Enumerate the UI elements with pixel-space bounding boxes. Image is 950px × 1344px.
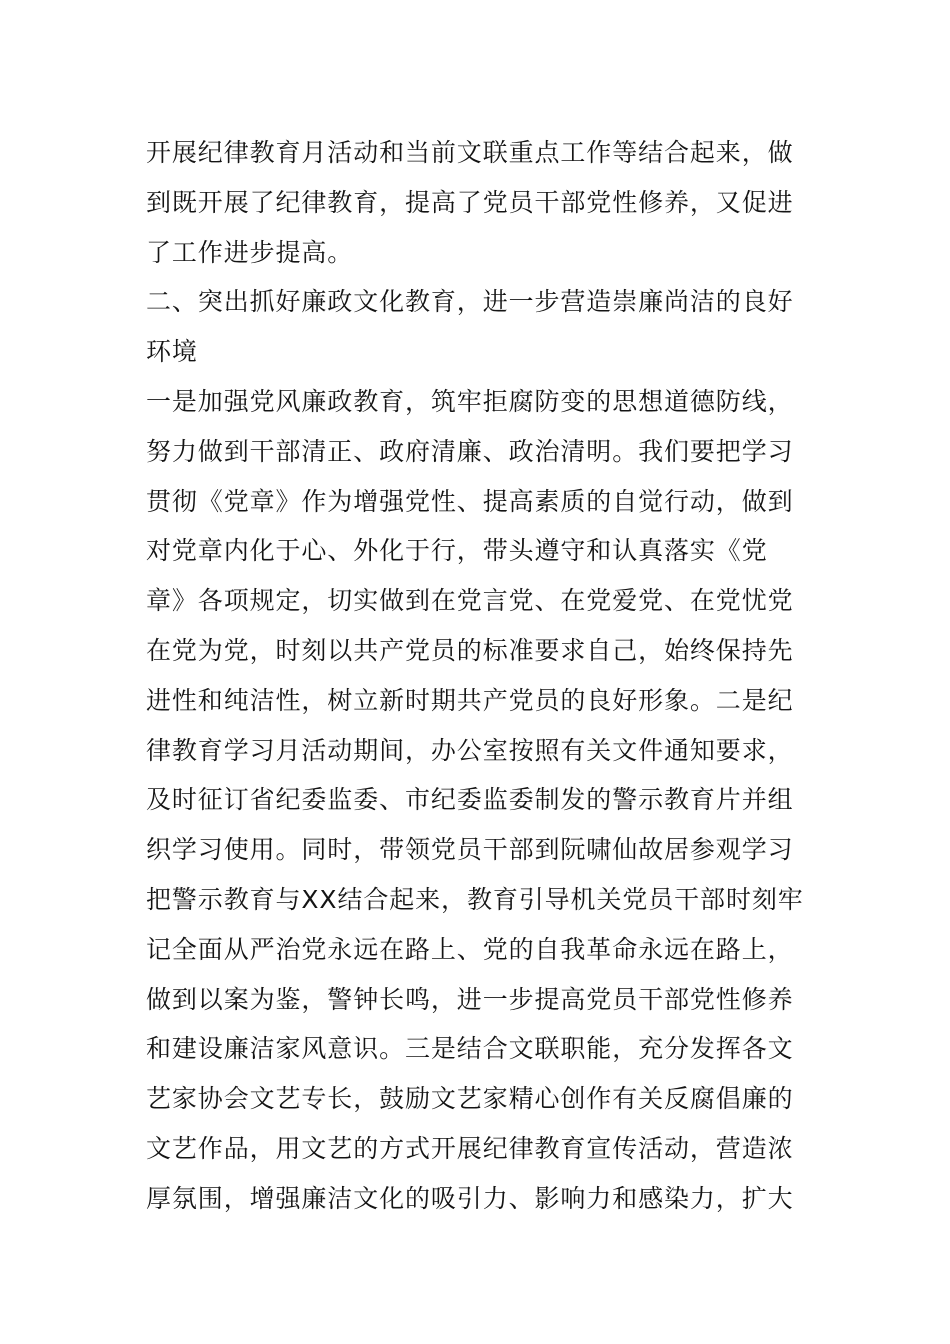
text-line: 织学习使用。同时，带领党员干部到阮啸仙故居参观学习 (146, 835, 794, 865)
document-body (146, 128, 806, 1224)
text-line: 了工作进步提高。 (146, 237, 354, 267)
text-line: 文艺作品，用文艺的方式开展纪律教育宣传活动，营造浓 (146, 1133, 794, 1163)
text-line: 律教育学习月活动期间，办公室按照有关文件通知要求， (146, 735, 794, 765)
text-line: 和建设廉洁家风意识。三是结合文联职能，充分发挥各文 (146, 1034, 794, 1064)
section-heading-line: 二、突出抓好廉政文化教育，进一步营造崇廉尚洁的良好 (146, 287, 794, 317)
section-heading-line: 环境 (146, 337, 198, 367)
text-line: 厚氛围，增强廉洁文化的吸引力、影响力和感染力，扩大 (146, 1183, 794, 1213)
text-line: 艺家协会文艺专长，鼓励文艺家精心创作有关反腐倡廉的 (146, 1084, 794, 1114)
text-line: 进性和纯洁性，树立新时期共产党员的良好形象。二是纪 (146, 685, 794, 715)
text-line: 对党章内化于心、外化于行，带头遵守和认真落实《党 (146, 536, 768, 566)
text-line: 做到以案为鉴，警钟长鸣，进一步提高党员干部党性修养 (146, 984, 794, 1014)
text-line: 一是加强党风廉政教育，筑牢拒腐防变的思想道德防线， (146, 386, 794, 416)
text-line: 在党为党，时刻以共产党员的标准要求自己，始终保持先 (146, 635, 794, 665)
text-line: 到既开展了纪律教育，提高了党员干部党性修养，又促进 (146, 187, 794, 217)
text-line: 贯彻《党章》作为增强党性、提高素质的自觉行动，做到 (146, 486, 794, 516)
text-line: 章》各项规定，切实做到在党言党、在党爱党、在党忧党 (146, 586, 794, 616)
text-line: 及时征订省纪委监委、市纪委监委制发的警示教育片并组 (146, 785, 794, 815)
text-line: 开展纪律教育月活动和当前文联重点工作等结合起来，做 (146, 138, 794, 167)
text-line: 努力做到干部清正、政府清廉、政治清明。我们要把学习 (146, 436, 794, 466)
text-line: 记全面从严治党永远在路上、党的自我革命永远在路上， (146, 934, 794, 964)
text-line: 把警示教育与XX结合起来，教育引导机关党员干部时刻牢 (146, 884, 804, 914)
